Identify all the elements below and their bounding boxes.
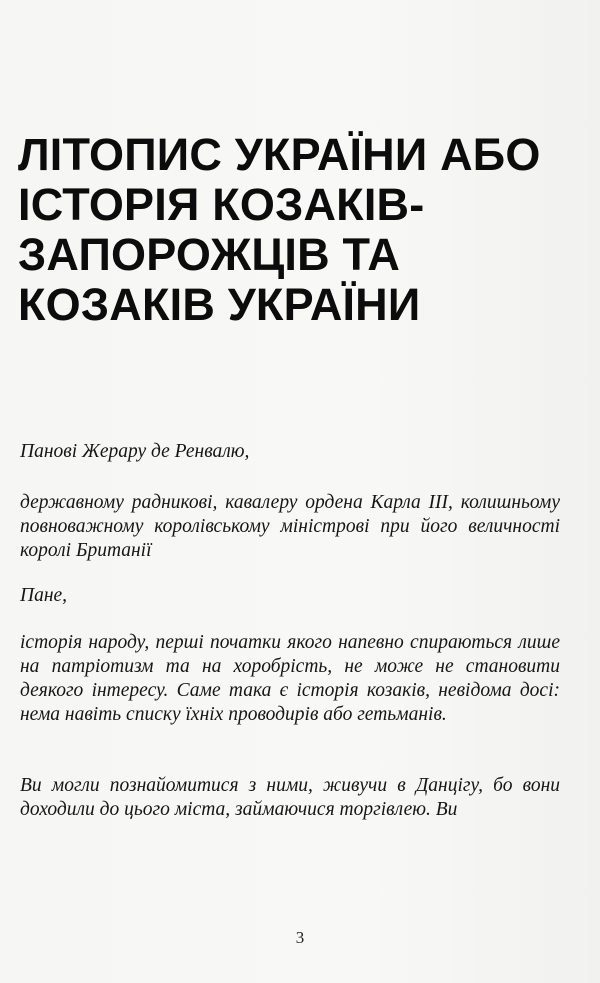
addressee-line: Панові Жерару де Ренвалю, <box>20 441 250 462</box>
body-paragraph: історія народу, перші початки якого напевно спираються лише на патріотизм та на хоробрість, не може не становити деякого інтересу. Саме така є історія козаків, невідома досі: нема навіть списку їхніх проводирів або гетьманів. <box>20 632 560 725</box>
title-line: ІСТОРІЯ КОЗАКІВ- <box>18 179 425 230</box>
addressee-credentials: державному радникові, кавалеру ордена Карла III, колишньому повноважному королівському міністрові при його величності королі Британії <box>20 492 560 561</box>
body-paragraph: Ви могли познайомитися з ними, живучи в Данцігу, бо вони доходили до цього міста, займаючися торгівлею. Ви <box>20 775 560 820</box>
title-line: КОЗАКІВ УКРАЇНИ <box>18 279 421 330</box>
title-line: ЛІТОПИС УКРАЇНИ АБО <box>18 129 541 180</box>
salutation: Пане, <box>20 585 68 606</box>
document-title <box>18 130 578 330</box>
title-line: ЗАПОРОЖЦІВ ТА <box>18 229 401 280</box>
page-number: 3 <box>295 928 305 947</box>
